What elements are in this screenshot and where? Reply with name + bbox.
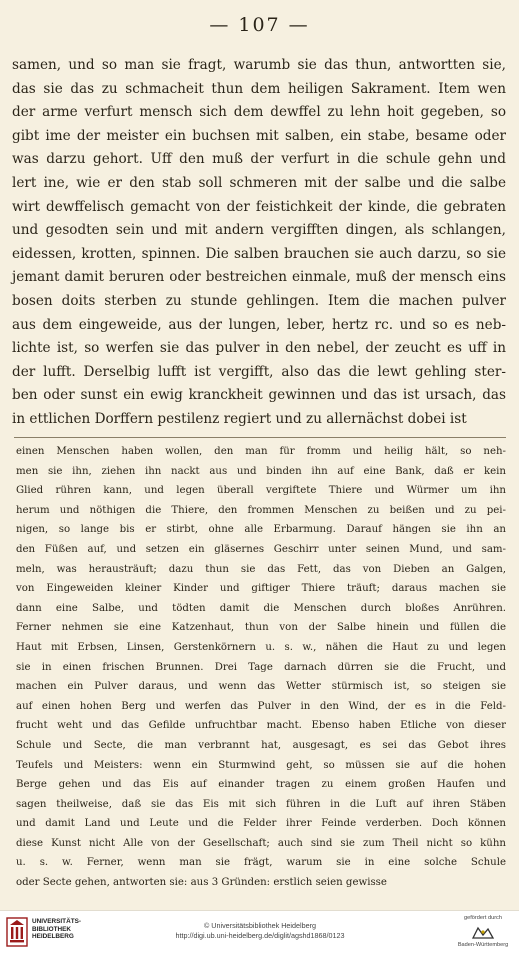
library-logo-text: UNIVERSITÄTS- BIBLIOTHEK HEIDELBERG: [32, 918, 81, 941]
text-line: das sie das zu schmacheit thun dem heiligen Sakrament. Item wen: [12, 80, 506, 97]
footnote-line: Teufels und Meisters: wenn ein Sturmwind geht, so müssen sie auf die hohen: [16, 759, 506, 771]
text-line: der lufft. Derselbig lufft ist vergifft, also das die lewt gehling ster-: [12, 363, 506, 380]
footnote-line: nigen, so lange bis er stirbt, ohne alle Erbarmung. Darauf hängen sie ihn an: [16, 524, 506, 536]
footnote-line: men sie ihn, ziehen ihn nackt aus und binden ihn auf eine Bank, daß er kein: [16, 465, 506, 477]
footnote-line: Glied rühren kann, und legen überall vergiftete Thiere und Würmer um ihn: [16, 485, 506, 497]
footnote-line: dann eine Salbe, und tödten damit die Menschen durch bloßes Anrühren.: [16, 602, 506, 614]
footnote-line: u. s. w. Ferner, wenn man sie frägt, warum sie in eine solche Schule: [16, 857, 506, 869]
text-line: eidessen, krotten, spinnen. Die salben brauchen sie auch darzu, so sie: [12, 245, 506, 262]
footnote-line: machen ein Pulver daraus, und wenn das Wetter stürmisch ist, so steigen sie: [16, 681, 506, 693]
funder-logo-icon: [470, 925, 496, 941]
footnote-line: Ferner nehmen sie eine Katzenhaut, thun von der Salbe hinein und füllen die: [16, 622, 506, 634]
text-line: jemant damit beruren oder bestreichen einmale, muß der mensch eins: [12, 269, 506, 286]
funded-by-label: gefördert durch: [464, 915, 502, 921]
permalink[interactable]: http://digi.ub.uni-heidelberg.de/diglit/agshd1868/0123: [175, 931, 345, 940]
footnote-divider: [14, 437, 506, 438]
text-line: samen, und so man sie fragt, warumb sie das thun, antwortten sie,: [12, 57, 506, 73]
footnote-line: Haut mit Erbsen, Linsen, Gerstenkörnern u. s. w., nähen die Haut zu und legen: [16, 641, 506, 653]
text-line: lichte ist, so werfen sie das pulver in den nebel, der zeucht es uff in: [12, 340, 506, 357]
footnote-line: sagen theilweise, daß sie das Eis mit sich führen in die Luft auf ihren Stäben: [16, 798, 506, 810]
footnote-line: Berge gehen und das Eis auf einander tragen zu einem großen Haufen und: [16, 779, 506, 791]
library-seal-icon: [6, 917, 28, 947]
footnote-line: von Eingeweiden kleiner Kinder und giftiger Thiere träuft; daraus machen sie: [16, 583, 506, 595]
page-number: — 107 —: [209, 14, 310, 36]
text-line: was darzu gehort. Uff den muß der verfurt in die schule gehn und: [12, 151, 506, 168]
main-text: [12, 54, 506, 432]
text-line: ben oder sunst ein ewig kranckheit gewinnen und das ist ursach, das: [12, 387, 506, 404]
footnote-line: auf einen hohen Berg und werfen das Pulver in den Wind, der es in die Feld-: [16, 700, 506, 712]
text-line: lert ine, wie er den stab soll schmeren mit der salbe und die salbe: [12, 174, 506, 191]
text-line: gibt ime der meister ein buchsen mit salben, ein stabe, besame oder: [12, 127, 506, 144]
footnote-line: den Füßen auf, und setzen ein gläsernes Geschirr unter seinen Mund, und sam-: [16, 543, 506, 555]
footnote-line: meln, was herausträuft; dazu thun sie das Fett, das von Dieben an Galgen,: [16, 563, 506, 575]
digitization-footer: [0, 910, 519, 953]
footnote-line: einen Menschen haben wollen, den man für fromm und heilig hält, so neh-: [16, 446, 506, 457]
text-line: und gesodten sein und mit andern vergifften dingen, als schlangen,: [12, 222, 506, 239]
text-line: aus dem eingeweide, aus der lungen, leber, hertz rc. und so es neb-: [12, 316, 506, 333]
footnote-line: und damit Land und Leute und die Felder ihrer Feinde verderben. Doch können: [16, 818, 506, 830]
footnote-line: diese Kunst nicht Alle von der Gesellschaft; auch sind sie zum Theil nicht so kühn: [16, 837, 506, 849]
library-logo[interactable]: [6, 917, 106, 949]
funder-block[interactable]: [453, 915, 513, 949]
footnote-line: frucht weht und das Gefilde unfruchtbar macht. Ebenso haben Etliche von dieser: [16, 720, 506, 732]
footnote-line: Schule und Secte, die man verbrannt hat, ausgesagt, es sei das Gebot ihres: [16, 739, 506, 751]
text-line: wirt dewffelisch gemacht von der feistichkeit der kinde, die gebraten: [12, 198, 506, 215]
text-line: bosen doits sterben zu stunde gehlingen. Item die machen pulver: [12, 292, 506, 309]
footer-citation: [130, 921, 390, 941]
footnote-line: oder Secte gehen, antworten sie: aus 3 Gründen: erstlich seien gewisse: [16, 877, 387, 889]
text-line: in ettlichen Dorffern pestilenz regiert und zu allernächst dobei ist: [12, 410, 467, 427]
funder-name: Baden-Württemberg: [457, 942, 509, 948]
footnote-line: herum und nöthigen die Thiere, den frommen Menschen zu beißen und zu pei-: [16, 504, 506, 516]
footnote-text: [16, 442, 506, 893]
copyright-text: © Universitätsbibliothek Heidelberg: [204, 921, 316, 930]
footnote-line: sie in einen frischen Brunnen. Drei Tage darnach dürren sie die Frucht, und: [16, 661, 506, 673]
text-line: der arme verfurt mensch sich dem dewffel zu lehn hoit gegeben, so: [12, 104, 506, 121]
